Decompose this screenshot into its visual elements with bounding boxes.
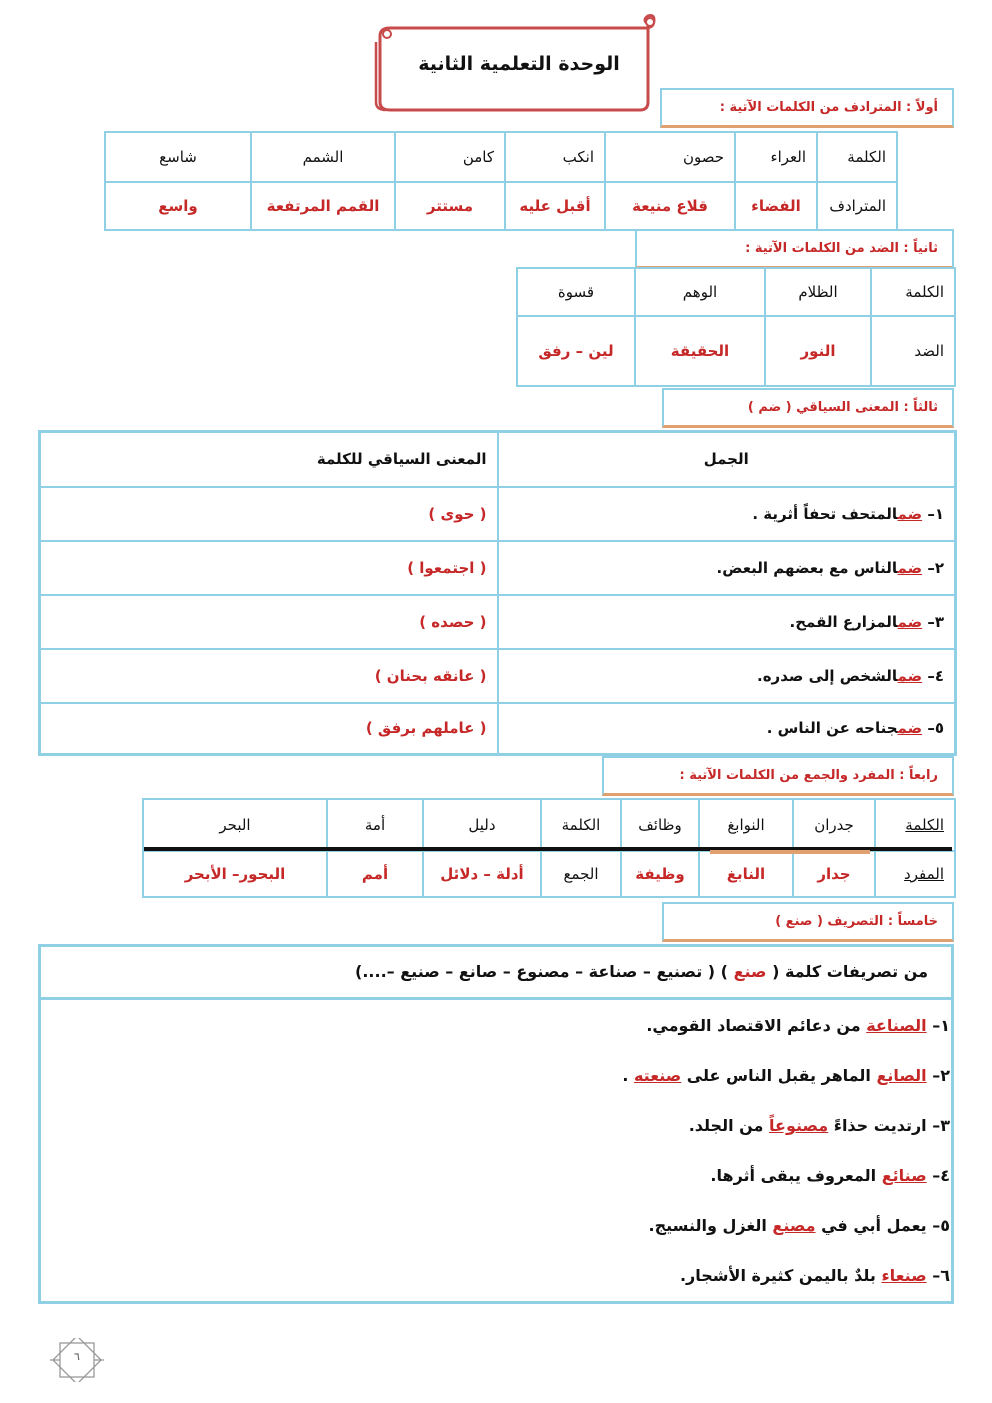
conjugation-sentence bbox=[622, 1066, 950, 1085]
context-meaning-table bbox=[38, 430, 957, 756]
conjugation-sentence bbox=[689, 1116, 950, 1135]
target-word: ضم bbox=[897, 719, 923, 738]
sentence-num: ٥– bbox=[927, 719, 944, 738]
target-word: ضم bbox=[897, 666, 923, 685]
syn-label-synonym: المترادف bbox=[817, 182, 897, 230]
opp-answer: لين – رفق bbox=[517, 316, 635, 386]
section4-header bbox=[602, 756, 954, 796]
derived-word: الصانع bbox=[876, 1066, 927, 1085]
meaning-answer: ( عانقه بحنان ) bbox=[40, 649, 498, 703]
opp-word: قسوة bbox=[517, 268, 635, 316]
meaning-answer: ( اجتمعوا ) bbox=[40, 541, 498, 595]
sentence-num: ٢– bbox=[927, 558, 944, 577]
syn-answer: قلاع منيعة bbox=[605, 182, 735, 230]
sentence-num: ٥– bbox=[932, 1216, 950, 1235]
synonyms-table bbox=[104, 131, 898, 231]
section4-header-text: رابعاً : المفرد والجمع من الكلمات الآتية : bbox=[679, 768, 938, 783]
sentence-cell bbox=[498, 649, 956, 703]
syn-answer: الفضاء bbox=[735, 182, 817, 230]
sentence-num: ٤– bbox=[927, 666, 944, 685]
target-word: ضم bbox=[897, 504, 923, 523]
conjugation-intro bbox=[355, 962, 928, 981]
opp-answer: النور bbox=[765, 316, 871, 386]
sentence-cell bbox=[498, 595, 956, 649]
sentence-num: ١– bbox=[927, 504, 944, 523]
opp-word: الظلام bbox=[765, 268, 871, 316]
derived-word: مصنع bbox=[772, 1216, 816, 1235]
opp-word: الوهم bbox=[635, 268, 765, 316]
conjugation-sentence bbox=[680, 1266, 950, 1285]
syn-word: الشمم bbox=[251, 132, 395, 182]
meaning-answer: ( عاملهم برفق ) bbox=[40, 703, 498, 755]
page-number: ٦ bbox=[74, 1350, 80, 1363]
sentence-text: الماهر يقبل الناس على bbox=[681, 1066, 877, 1085]
sentence-rest: جناحه عن الناس . bbox=[766, 719, 898, 738]
sp-answer: جدار bbox=[793, 851, 875, 897]
derived-word: الصناعة bbox=[866, 1016, 927, 1035]
sp-word: النوابغ bbox=[699, 799, 793, 851]
sp-word: وظائف bbox=[621, 799, 699, 851]
page-title: الوحدة التعلمية الثانية bbox=[418, 53, 620, 75]
sp-word: أمة bbox=[327, 799, 423, 851]
opp-answer: الحقيقة bbox=[635, 316, 765, 386]
sp-label-word-left: الكلمة bbox=[541, 799, 621, 851]
sentence-cell bbox=[498, 487, 956, 541]
syn-word: انكب bbox=[505, 132, 605, 182]
sentence-cell bbox=[498, 703, 956, 755]
sp-answer: البحور– الأبحر bbox=[143, 851, 327, 897]
section5-header-text: خامساً : التصريف ( صنع ) bbox=[775, 914, 938, 929]
sp-answer: النابغ bbox=[699, 851, 793, 897]
meaning-answer: ( حصده ) bbox=[40, 595, 498, 649]
syn-label-word: الكلمة bbox=[817, 132, 897, 182]
opp-label-word: الكلمة bbox=[871, 268, 955, 316]
sentence-cell bbox=[498, 541, 956, 595]
sentence-rest: الناس مع بعضهم البعض. bbox=[716, 558, 898, 577]
section3-header-text: ثالثاً : المعنى السياقي ( ضم ) bbox=[747, 400, 938, 415]
sentence-text: من الجلد. bbox=[688, 1116, 770, 1135]
sentence-num: ٣– bbox=[932, 1116, 950, 1135]
sentence-num: ٣– bbox=[927, 612, 944, 631]
opposites-table bbox=[516, 267, 956, 387]
derived-word: صنعته bbox=[633, 1066, 682, 1085]
sentence-text: ارتديت حذاءً bbox=[828, 1116, 927, 1135]
sp-label-plural: الجمع bbox=[541, 851, 621, 897]
target-word: ضم bbox=[897, 612, 923, 631]
conjugation-sentence bbox=[649, 1216, 950, 1235]
syn-word: كامن bbox=[395, 132, 505, 182]
section1-header-text: أولاً : المترادف من الكلمات الآتية : bbox=[719, 100, 938, 115]
col-sentences-header bbox=[498, 432, 956, 487]
derived-word: مصنوعاً bbox=[769, 1116, 829, 1135]
meaning-answer: ( حوى ) bbox=[40, 487, 498, 541]
section5-header bbox=[662, 902, 954, 942]
syn-answer: مستتر bbox=[395, 182, 505, 230]
sentence-num: ١– bbox=[932, 1016, 950, 1035]
sp-word: البحر bbox=[143, 799, 327, 851]
sentence-num: ٢– bbox=[932, 1066, 950, 1085]
sentence-text: يعمل أبي في bbox=[815, 1216, 927, 1235]
syn-word: حصون bbox=[605, 132, 735, 182]
derived-word: صنائع bbox=[881, 1166, 927, 1185]
col-meaning-header bbox=[40, 432, 498, 487]
sentence-rest: المتحف تحفاً أثرية . bbox=[752, 504, 898, 523]
derived-word: صنعاء bbox=[881, 1266, 927, 1285]
intro-word: صنع bbox=[733, 962, 767, 981]
target-word: ضم bbox=[897, 558, 923, 577]
opp-label-opposite: الضد bbox=[871, 316, 955, 386]
sp-answer: أمم bbox=[327, 851, 423, 897]
col-sentences-label: الجمل bbox=[703, 450, 749, 469]
syn-answer: واسع bbox=[105, 182, 251, 230]
intro-after: ) ( تصنيع – صناعة – مصنوع – صانع – صنيع –....) bbox=[355, 962, 728, 981]
sp-word: جدران bbox=[793, 799, 875, 851]
section2-header-text: ثانياً : الضد من الكلمات الآتية : bbox=[745, 241, 938, 256]
sentence-rest: المزارع القمح. bbox=[789, 612, 898, 631]
sp-word: دليل bbox=[423, 799, 541, 851]
conjugation-sentence bbox=[646, 1016, 950, 1035]
accent-divider bbox=[710, 850, 870, 854]
syn-word: العراء bbox=[735, 132, 817, 182]
sentence-text: بلدٌ باليمن كثيرة الأشجار. bbox=[679, 1266, 882, 1285]
intro-before: من تصريفات كلمة ( bbox=[772, 962, 928, 981]
sentence-text: المعروف يبقى أثرها. bbox=[710, 1166, 882, 1185]
section3-header bbox=[662, 388, 954, 428]
sp-answer: وظيفة bbox=[621, 851, 699, 897]
sentence-text: الغزل والنسيج. bbox=[648, 1216, 773, 1235]
syn-word: شاسع bbox=[105, 132, 251, 182]
sp-label-single: المفرد bbox=[875, 851, 955, 897]
sentence-rest: الشخص إلى صدره. bbox=[757, 666, 898, 685]
conjugation-divider bbox=[41, 997, 951, 1000]
syn-answer: القمم المرتفعة bbox=[251, 182, 395, 230]
syn-answer: أقبل عليه bbox=[505, 182, 605, 230]
sentence-num: ٤– bbox=[932, 1166, 950, 1185]
section2-header bbox=[635, 229, 954, 269]
section1-header bbox=[660, 88, 954, 128]
sentence-text: من دعائم الاقتصاد القومي. bbox=[646, 1016, 867, 1035]
sentence-text: . bbox=[622, 1066, 634, 1085]
conjugation-sentence bbox=[710, 1166, 950, 1185]
sp-answer: أدلة – دلائل bbox=[423, 851, 541, 897]
col-meaning-label: المعنى السياقي للكلمة bbox=[316, 450, 487, 469]
sp-label-word-right: الكلمة bbox=[875, 799, 955, 851]
sentence-num: ٦– bbox=[932, 1266, 950, 1285]
